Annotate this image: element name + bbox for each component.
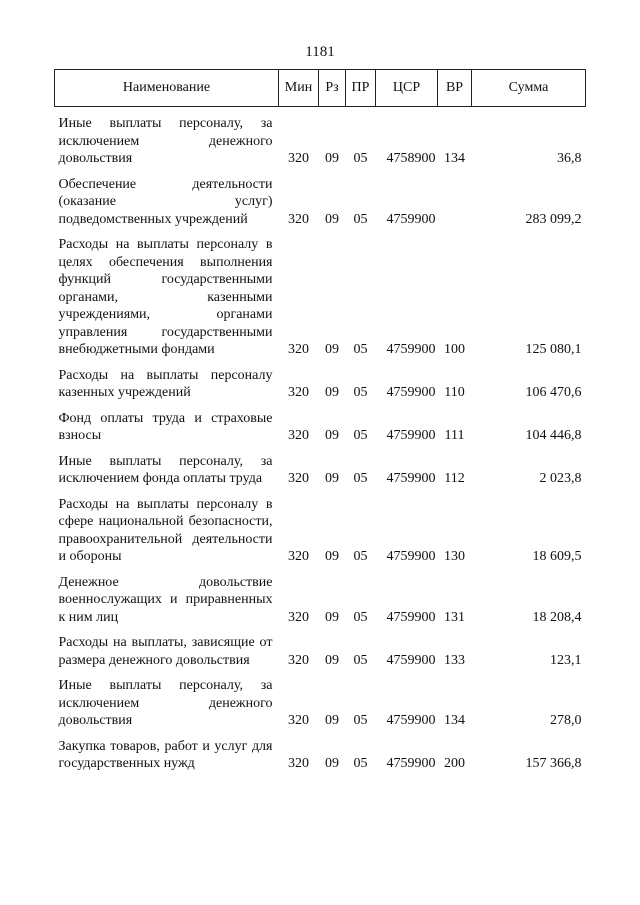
row-vr: 133 — [444, 652, 465, 668]
table-row — [55, 566, 586, 627]
row-csr: 4759900 — [386, 211, 436, 227]
row-name: Иные выплаты персоналу, за исключением фонда оплаты труда — [58, 453, 273, 486]
table-row — [55, 359, 586, 402]
row-pr: 05 — [353, 211, 368, 227]
row-rz: 09 — [325, 713, 339, 728]
table-row — [55, 228, 586, 359]
row-vr: 130 — [444, 549, 465, 564]
row-name: Расходы на выплаты персоналу казенных учреждений — [58, 367, 273, 400]
row-vr — [438, 168, 472, 229]
table-row — [55, 669, 586, 730]
table-row — [55, 107, 586, 168]
row-rz: 09 — [325, 385, 339, 400]
header-csr: ЦСР — [376, 70, 438, 107]
row-min: 320 — [288, 471, 309, 486]
row-name: Расходы на выплаты персоналу в сфере национальной безопасности, правоохранительной деятельности и обороны — [58, 496, 273, 564]
row-vr: 112 — [444, 471, 465, 486]
row-min: 320 — [288, 151, 309, 166]
row-sum: 106 470,6 — [525, 385, 582, 400]
row-pr: 05 — [353, 609, 368, 625]
row-rz: 09 — [325, 652, 339, 668]
row-csr: 4759900 — [386, 609, 436, 625]
row-min: 320 — [288, 342, 309, 357]
header-min: Мин — [279, 70, 319, 107]
row-name: Иные выплаты персоналу, за исключением денежного довольствия — [58, 116, 273, 166]
row-pr: 05 — [353, 342, 368, 357]
table-row — [55, 488, 586, 566]
row-min: 320 — [288, 211, 309, 227]
row-rz: 09 — [325, 342, 339, 357]
row-sum: 2 023,8 — [539, 471, 582, 486]
row-min: 320 — [288, 713, 309, 728]
row-csr: 4759900 — [386, 428, 436, 443]
row-csr: 4758900 — [386, 151, 436, 166]
row-sum: 125 080,1 — [525, 342, 582, 357]
row-pr: 05 — [353, 385, 368, 400]
row-pr: 05 — [353, 713, 368, 728]
row-name: Денежное довольствие военнослужащих и приравненных к ним лиц — [58, 574, 273, 625]
row-sum: 18 609,5 — [532, 549, 582, 564]
row-sum: 36,8 — [557, 151, 582, 166]
row-vr: 110 — [444, 385, 465, 400]
row-name: Фонд оплаты труда и страховые взносы — [58, 410, 273, 443]
row-csr: 4759900 — [386, 652, 436, 668]
row-rz: 09 — [325, 428, 339, 443]
row-vr: 134 — [444, 151, 465, 166]
row-name: Расходы на выплаты персоналу в целях обеспечения выполнения функций государственными органами, казенными учреждениями, органами управления государственными внебюджетными фондами — [58, 237, 273, 357]
row-rz: 09 — [325, 609, 339, 625]
header-sum: Сумма — [472, 70, 586, 107]
row-sum: 157 366,8 — [525, 756, 582, 771]
row-name: Расходы на выплаты, зависящие от размера денежного довольствия — [58, 635, 273, 668]
page-number: 1181 — [305, 44, 335, 60]
row-pr: 05 — [353, 151, 368, 166]
row-min: 320 — [288, 549, 309, 564]
row-csr: 4759900 — [386, 713, 436, 728]
row-sum: 18 208,4 — [532, 609, 582, 625]
row-vr: 131 — [444, 609, 465, 625]
row-min: 320 — [288, 428, 309, 443]
header-rz: Рз — [319, 70, 346, 107]
row-rz: 09 — [325, 756, 339, 771]
row-pr: 05 — [353, 428, 368, 443]
budget-table — [54, 69, 586, 773]
row-pr: 05 — [353, 471, 368, 486]
header-name: Наименование — [55, 70, 279, 107]
row-pr: 05 — [353, 756, 368, 771]
row-name: Иные выплаты персоналу, за исключением денежного довольствия — [58, 678, 273, 728]
row-sum: 123,1 — [550, 652, 582, 668]
table-row — [55, 402, 586, 445]
row-vr: 111 — [444, 428, 465, 443]
row-min: 320 — [288, 609, 309, 625]
row-min: 320 — [288, 756, 309, 771]
row-csr: 4759900 — [386, 471, 436, 486]
row-rz: 09 — [325, 549, 339, 564]
row-rz: 09 — [325, 211, 339, 227]
row-min: 320 — [288, 385, 309, 400]
row-csr: 4759900 — [386, 342, 436, 357]
row-vr: 200 — [444, 756, 465, 771]
header-vr: ВР — [438, 70, 472, 107]
header-pr: ПР — [346, 70, 376, 107]
row-vr: 100 — [444, 342, 465, 357]
row-csr: 4759900 — [386, 756, 436, 771]
table-header-row — [55, 70, 586, 107]
row-name: Обеспечение деятельности (оказание услуг) подведомственных учреждений — [58, 176, 273, 227]
row-sum: 283 099,2 — [525, 211, 582, 227]
table-row — [55, 730, 586, 773]
row-sum: 278,0 — [550, 713, 582, 728]
table-row — [55, 168, 586, 229]
table-row — [55, 445, 586, 488]
row-csr: 4759900 — [386, 549, 436, 564]
row-name: Закупка товаров, работ и услуг для государственных нужд — [58, 738, 273, 771]
row-min: 320 — [288, 652, 309, 668]
row-pr: 05 — [353, 652, 368, 668]
row-sum: 104 446,8 — [525, 428, 582, 443]
row-vr: 134 — [444, 713, 465, 728]
row-rz: 09 — [325, 151, 339, 166]
row-csr: 4759900 — [386, 385, 436, 400]
row-rz: 09 — [325, 471, 339, 486]
table-row — [55, 626, 586, 669]
row-pr: 05 — [353, 549, 368, 564]
